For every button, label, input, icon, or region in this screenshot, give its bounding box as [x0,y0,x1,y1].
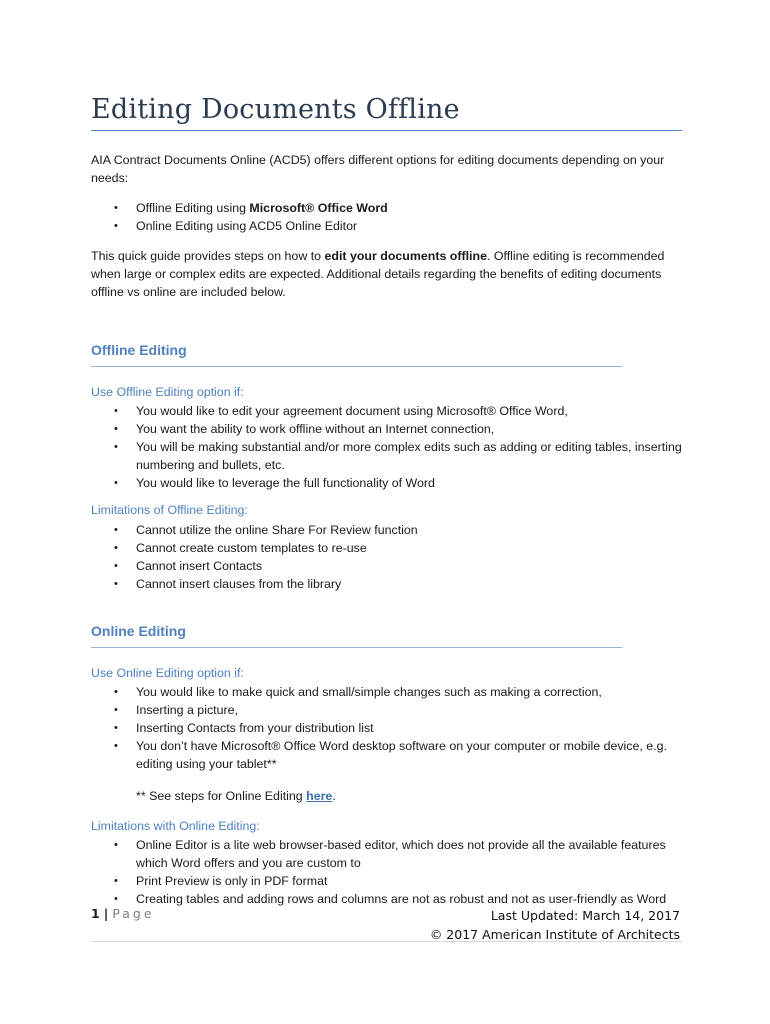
online-limitations-label: Limitations with Online Editing: [91,819,260,833]
online-editing-here-link[interactable]: here [306,789,333,803]
list-item: • You will be making substantial and/or more complex edits such as adding or editing tables, inserting numbering and bullets, etc. [114,440,682,472]
list-item: • Inserting Contacts from your distribution list [114,721,374,735]
options-list [91,199,686,235]
bullet-icon: • [114,405,118,417]
offline-editing-heading: Offline Editing [91,342,187,358]
list-item: • Creating tables and adding rows and columns are not as robust and not as user-friendly as Word [114,892,667,906]
offline-use-label: Use Offline Editing option if: [91,385,244,399]
bullet-icon: • [114,524,118,536]
bullet-icon: • [114,875,118,887]
copyright: © 2017 American Institute of Architects [429,927,680,942]
offline-use-list [91,402,686,492]
online-use-label: Use Online Editing option if: [91,666,244,680]
bullet-icon: • [114,477,118,489]
bullet-icon: • [114,560,118,572]
intro-paragraph: AIA Contract Documents Online (ACD5) offers different options for editing documents depending on your needs: [91,153,665,185]
bullet-icon: • [114,686,118,698]
page-title: Editing Documents Offline [91,94,460,125]
footer-divider [91,941,682,942]
bullet-icon: • [114,722,118,734]
list-item: • You don’t have Microsoft® Office Word desktop software on your computer or mobile device, e.g. editing using your tablet** [114,739,667,771]
bullet-icon: • [114,423,118,435]
list-item: • You want the ability to work offline without an Internet connection, [114,422,495,436]
page-number: 1 | Page [91,906,155,921]
list-item: • Print Preview is only in PDF format [114,874,328,888]
offline-limitations-list [91,521,686,593]
title-divider [91,130,682,131]
bullet-icon: • [114,542,118,554]
list-item: • Online Editor is a lite web browser-based editor, which does not provide all the available features which Word offers and you are custom to [114,838,666,870]
bullet-icon: • [114,893,118,905]
online-editing-note: ** See steps for Online Editing here. [136,789,336,803]
list-item: • Cannot insert Contacts [114,559,263,573]
list-item: • Cannot insert clauses from the library [114,577,342,591]
list-item: • Inserting a picture, [114,703,238,717]
online-limitations-list [91,836,686,908]
list-item: • You would like to make quick and small/simple changes such as making a correction, [114,685,602,699]
list-item: • Online Editing using ACD5 Online Editor [114,219,358,233]
list-item: • Offline Editing using Microsoft® Office Word [114,201,388,215]
footer-info [430,906,680,944]
guide-paragraph: This quick guide provides steps on how to edit your documents offline. Offline editing is recommended when large or complex edits are expected. Additional details regarding the benefits of editing documents offline vs online are included below. [91,249,665,299]
bullet-icon: • [114,740,118,752]
list-item: • You would like to leverage the full functionality of Word [114,476,435,490]
bullet-icon: • [114,441,118,453]
online-heading-divider [91,647,622,648]
list-item: • You would like to edit your agreement document using Microsoft® Office Word, [114,404,568,418]
bullet-icon: • [114,704,118,716]
bullet-icon: • [114,202,118,214]
list-item: • Cannot create custom templates to re-use [114,541,367,555]
offline-limitations-label: Limitations of Offline Editing: [91,503,248,517]
offline-heading-divider [91,366,622,367]
bullet-icon: • [114,578,118,590]
online-editing-heading: Online Editing [91,623,186,639]
online-use-list [91,683,686,773]
bullet-icon: • [114,839,118,851]
list-item: • Cannot utilize the online Share For Review function [114,523,418,537]
bullet-icon: • [114,220,118,232]
last-updated: Last Updated: March 14, 2017 [490,908,680,923]
